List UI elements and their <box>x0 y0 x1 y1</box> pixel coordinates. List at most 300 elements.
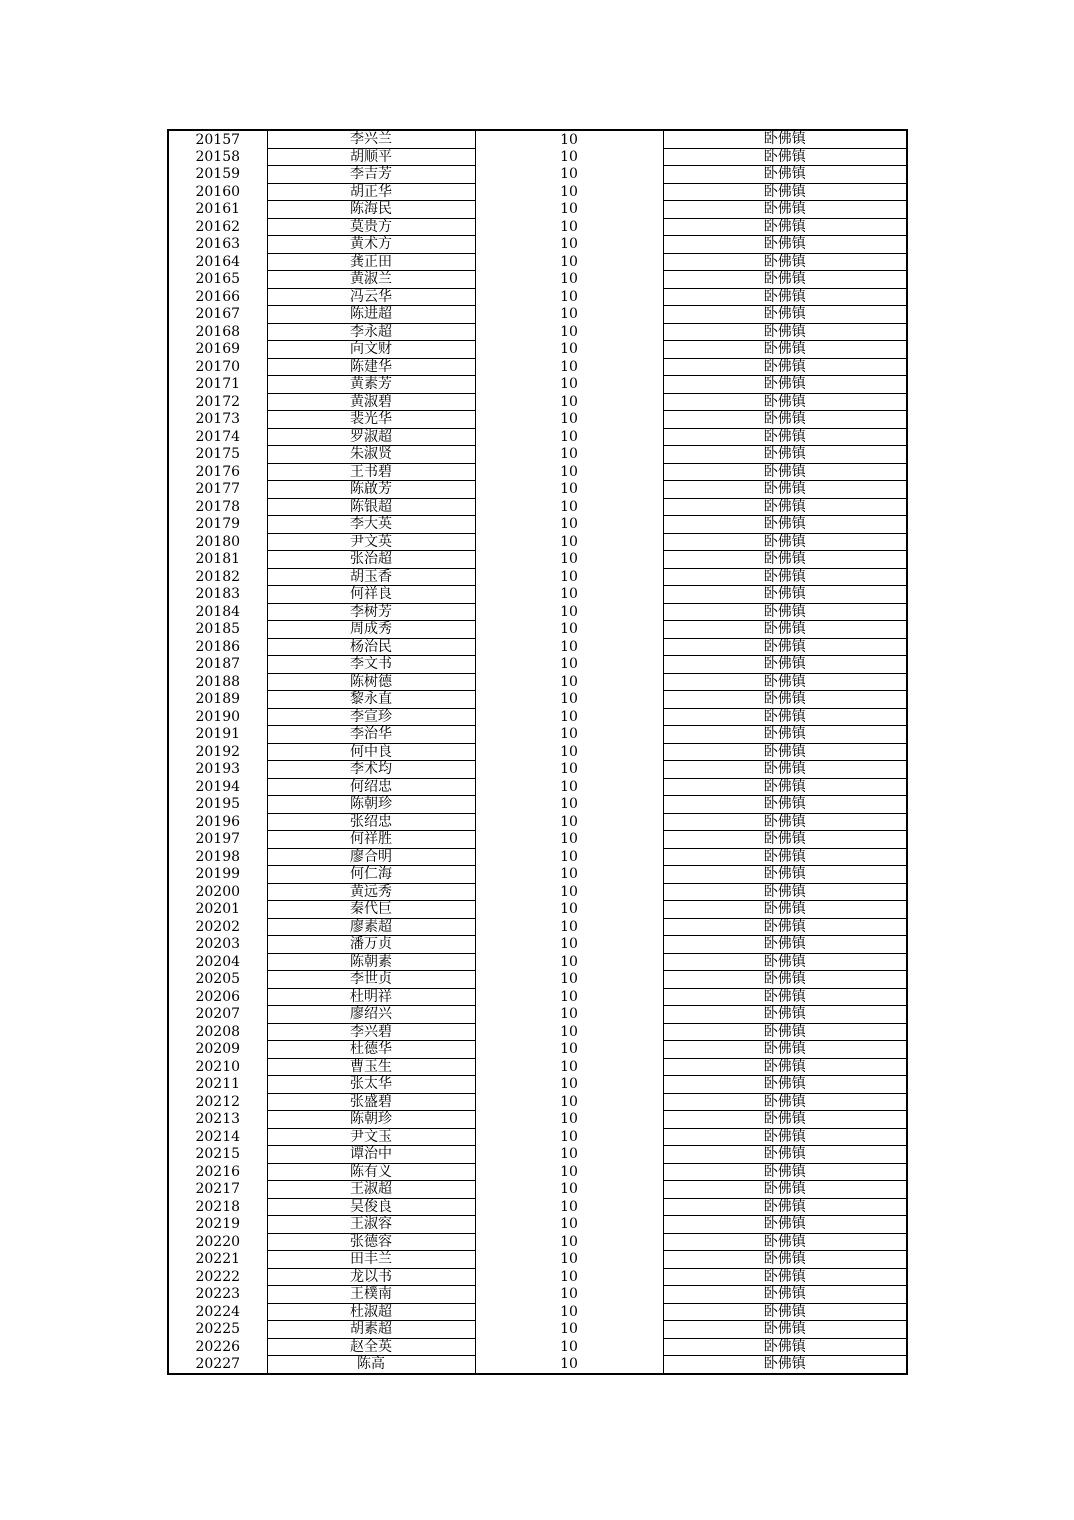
table-row <box>168 586 907 604</box>
amount-cell: 10 <box>475 236 663 254</box>
town-cell: 卧佛镇 <box>663 1356 907 1374</box>
name-cell: 赵全英 <box>267 1338 475 1356</box>
table-row <box>168 533 907 551</box>
amount-cell: 10 <box>475 201 663 219</box>
name-cell: 黄淑碧 <box>267 393 475 411</box>
town-cell: 卧佛镇 <box>663 1268 907 1286</box>
town-cell: 卧佛镇 <box>663 376 907 394</box>
amount-cell: 10 <box>475 831 663 849</box>
table-row <box>168 1093 907 1111</box>
town-cell: 卧佛镇 <box>663 1251 907 1269</box>
amount-cell: 10 <box>475 1006 663 1024</box>
town-cell: 卧佛镇 <box>663 288 907 306</box>
town-cell: 卧佛镇 <box>663 533 907 551</box>
table-row <box>168 1286 907 1304</box>
amount-cell: 10 <box>475 778 663 796</box>
name-cell: 罗淑超 <box>267 428 475 446</box>
name-cell: 杜明祥 <box>267 988 475 1006</box>
table-row <box>168 148 907 166</box>
amount-cell: 10 <box>475 918 663 936</box>
table-row <box>168 708 907 726</box>
town-cell: 卧佛镇 <box>663 218 907 236</box>
name-cell: 裴光华 <box>267 411 475 429</box>
name-cell: 龚正田 <box>267 253 475 271</box>
town-cell: 卧佛镇 <box>663 848 907 866</box>
id-cell: 20217 <box>168 1181 267 1199</box>
id-cell: 20198 <box>168 848 267 866</box>
town-cell: 卧佛镇 <box>663 148 907 166</box>
town-cell: 卧佛镇 <box>663 183 907 201</box>
id-cell: 20201 <box>168 901 267 919</box>
table-row <box>168 603 907 621</box>
table-row <box>168 656 907 674</box>
table-row <box>168 918 907 936</box>
town-cell: 卧佛镇 <box>663 253 907 271</box>
name-cell: 朱淑贤 <box>267 446 475 464</box>
name-cell: 杨治民 <box>267 638 475 656</box>
table-row <box>168 848 907 866</box>
id-cell: 20220 <box>168 1233 267 1251</box>
amount-cell: 10 <box>475 726 663 744</box>
town-cell: 卧佛镇 <box>663 1216 907 1234</box>
table-row <box>168 218 907 236</box>
id-cell: 20183 <box>168 586 267 604</box>
amount-cell: 10 <box>475 848 663 866</box>
amount-cell: 10 <box>475 288 663 306</box>
amount-cell: 10 <box>475 323 663 341</box>
table-row <box>168 953 907 971</box>
table-row <box>168 1303 907 1321</box>
table-row <box>168 1058 907 1076</box>
name-cell: 陈高 <box>267 1356 475 1374</box>
amount-cell: 10 <box>475 481 663 499</box>
name-cell: 何绍忠 <box>267 778 475 796</box>
amount-cell: 10 <box>475 796 663 814</box>
table-row <box>168 673 907 691</box>
table-row <box>168 1163 907 1181</box>
name-cell: 向文财 <box>267 341 475 359</box>
name-cell: 莫贵方 <box>267 218 475 236</box>
town-cell: 卧佛镇 <box>663 1023 907 1041</box>
name-cell: 秦代巨 <box>267 901 475 919</box>
id-cell: 20176 <box>168 463 267 481</box>
table-row <box>168 516 907 534</box>
town-cell: 卧佛镇 <box>663 568 907 586</box>
amount-cell: 10 <box>475 603 663 621</box>
id-cell: 20212 <box>168 1093 267 1111</box>
name-cell: 李治华 <box>267 726 475 744</box>
id-cell: 20207 <box>168 1006 267 1024</box>
town-cell: 卧佛镇 <box>663 673 907 691</box>
id-cell: 20164 <box>168 253 267 271</box>
amount-cell: 10 <box>475 1041 663 1059</box>
town-cell: 卧佛镇 <box>663 813 907 831</box>
town-cell: 卧佛镇 <box>663 1128 907 1146</box>
town-cell: 卧佛镇 <box>663 586 907 604</box>
amount-cell: 10 <box>475 586 663 604</box>
name-cell: 龙以书 <box>267 1268 475 1286</box>
id-cell: 20174 <box>168 428 267 446</box>
table-row <box>168 236 907 254</box>
town-cell: 卧佛镇 <box>663 971 907 989</box>
town-cell: 卧佛镇 <box>663 1006 907 1024</box>
name-cell: 杜淑超 <box>267 1303 475 1321</box>
town-cell: 卧佛镇 <box>663 918 907 936</box>
table-row <box>168 130 907 148</box>
amount-cell: 10 <box>475 1093 663 1111</box>
name-cell: 陈朝珍 <box>267 796 475 814</box>
town-cell: 卧佛镇 <box>663 1111 907 1129</box>
amount-cell: 10 <box>475 183 663 201</box>
table-row <box>168 1023 907 1041</box>
id-cell: 20157 <box>168 130 267 148</box>
table-row <box>168 988 907 1006</box>
town-cell: 卧佛镇 <box>663 1233 907 1251</box>
amount-cell: 10 <box>475 813 663 831</box>
name-cell: 陈有义 <box>267 1163 475 1181</box>
name-cell: 田丰兰 <box>267 1251 475 1269</box>
id-cell: 20208 <box>168 1023 267 1041</box>
name-cell: 张盛碧 <box>267 1093 475 1111</box>
amount-cell: 10 <box>475 1356 663 1374</box>
town-cell: 卧佛镇 <box>663 831 907 849</box>
table-row <box>168 638 907 656</box>
amount-cell: 10 <box>475 743 663 761</box>
id-cell: 20193 <box>168 761 267 779</box>
id-cell: 20165 <box>168 271 267 289</box>
town-cell: 卧佛镇 <box>663 883 907 901</box>
name-cell: 李文书 <box>267 656 475 674</box>
id-cell: 20159 <box>168 166 267 184</box>
table-row <box>168 831 907 849</box>
id-cell: 20180 <box>168 533 267 551</box>
name-cell: 胡素超 <box>267 1321 475 1339</box>
amount-cell: 10 <box>475 306 663 324</box>
town-cell: 卧佛镇 <box>663 1303 907 1321</box>
id-cell: 20221 <box>168 1251 267 1269</box>
town-cell: 卧佛镇 <box>663 271 907 289</box>
table-row <box>168 481 907 499</box>
town-cell: 卧佛镇 <box>663 1041 907 1059</box>
town-cell: 卧佛镇 <box>663 236 907 254</box>
amount-cell: 10 <box>475 498 663 516</box>
amount-cell: 10 <box>475 1058 663 1076</box>
name-cell: 张治超 <box>267 551 475 569</box>
id-cell: 20186 <box>168 638 267 656</box>
name-cell: 李树芳 <box>267 603 475 621</box>
town-cell: 卧佛镇 <box>663 516 907 534</box>
amount-cell: 10 <box>475 516 663 534</box>
id-cell: 20206 <box>168 988 267 1006</box>
id-cell: 20171 <box>168 376 267 394</box>
town-cell: 卧佛镇 <box>663 1146 907 1164</box>
table-row <box>168 761 907 779</box>
name-cell: 潘万贞 <box>267 936 475 954</box>
name-cell: 吴俊良 <box>267 1198 475 1216</box>
table-row <box>168 778 907 796</box>
name-cell: 曹玉生 <box>267 1058 475 1076</box>
table-row <box>168 726 907 744</box>
table-row <box>168 971 907 989</box>
amount-cell: 10 <box>475 130 663 148</box>
table-row <box>168 411 907 429</box>
town-cell: 卧佛镇 <box>663 358 907 376</box>
table-row <box>168 1198 907 1216</box>
table-row <box>168 1338 907 1356</box>
id-cell: 20197 <box>168 831 267 849</box>
name-cell: 张德容 <box>267 1233 475 1251</box>
amount-cell: 10 <box>475 218 663 236</box>
id-cell: 20224 <box>168 1303 267 1321</box>
town-cell: 卧佛镇 <box>663 1198 907 1216</box>
table-row <box>168 1321 907 1339</box>
town-cell: 卧佛镇 <box>663 953 907 971</box>
name-cell: 何祥良 <box>267 586 475 604</box>
table-row <box>168 271 907 289</box>
amount-cell: 10 <box>475 568 663 586</box>
town-cell: 卧佛镇 <box>663 936 907 954</box>
amount-cell: 10 <box>475 883 663 901</box>
name-cell: 何中良 <box>267 743 475 761</box>
id-cell: 20168 <box>168 323 267 341</box>
id-cell: 20196 <box>168 813 267 831</box>
name-cell: 尹文玉 <box>267 1128 475 1146</box>
id-cell: 20160 <box>168 183 267 201</box>
name-cell: 黎永直 <box>267 691 475 709</box>
amount-cell: 10 <box>475 463 663 481</box>
id-cell: 20211 <box>168 1076 267 1094</box>
id-cell: 20190 <box>168 708 267 726</box>
id-cell: 20200 <box>168 883 267 901</box>
name-cell: 陈建华 <box>267 358 475 376</box>
amount-cell: 10 <box>475 1216 663 1234</box>
name-cell: 廖绍兴 <box>267 1006 475 1024</box>
name-cell: 李永超 <box>267 323 475 341</box>
amount-cell: 10 <box>475 341 663 359</box>
id-cell: 20161 <box>168 201 267 219</box>
amount-cell: 10 <box>475 1233 663 1251</box>
id-cell: 20187 <box>168 656 267 674</box>
name-cell: 李兴兰 <box>267 130 475 148</box>
town-cell: 卧佛镇 <box>663 428 907 446</box>
amount-cell: 10 <box>475 166 663 184</box>
amount-cell: 10 <box>475 971 663 989</box>
table-row <box>168 1356 907 1374</box>
table-row <box>168 166 907 184</box>
id-cell: 20182 <box>168 568 267 586</box>
name-cell: 尹文英 <box>267 533 475 551</box>
name-cell: 胡顺平 <box>267 148 475 166</box>
amount-cell: 10 <box>475 1198 663 1216</box>
amount-cell: 10 <box>475 376 663 394</box>
id-cell: 20216 <box>168 1163 267 1181</box>
town-cell: 卧佛镇 <box>663 603 907 621</box>
table-row <box>168 691 907 709</box>
id-cell: 20214 <box>168 1128 267 1146</box>
id-cell: 20175 <box>168 446 267 464</box>
name-cell: 胡正华 <box>267 183 475 201</box>
amount-cell: 10 <box>475 1128 663 1146</box>
amount-cell: 10 <box>475 1286 663 1304</box>
name-cell: 王樸南 <box>267 1286 475 1304</box>
name-cell: 陈啟芳 <box>267 481 475 499</box>
name-cell: 何祥胜 <box>267 831 475 849</box>
table-row <box>168 796 907 814</box>
name-cell: 廖素超 <box>267 918 475 936</box>
id-cell: 20169 <box>168 341 267 359</box>
amount-cell: 10 <box>475 1146 663 1164</box>
name-cell: 陈海民 <box>267 201 475 219</box>
table-row <box>168 1216 907 1234</box>
table-row <box>168 253 907 271</box>
id-cell: 20223 <box>168 1286 267 1304</box>
town-cell: 卧佛镇 <box>663 411 907 429</box>
amount-cell: 10 <box>475 1181 663 1199</box>
id-cell: 20191 <box>168 726 267 744</box>
amount-cell: 10 <box>475 271 663 289</box>
name-cell: 黄远秀 <box>267 883 475 901</box>
name-cell: 胡玉香 <box>267 568 475 586</box>
table-row <box>168 1111 907 1129</box>
id-cell: 20170 <box>168 358 267 376</box>
town-cell: 卧佛镇 <box>663 341 907 359</box>
name-cell: 李术均 <box>267 761 475 779</box>
town-cell: 卧佛镇 <box>663 726 907 744</box>
amount-cell: 10 <box>475 1076 663 1094</box>
table-row <box>168 323 907 341</box>
table-row <box>168 288 907 306</box>
name-cell: 李吉芳 <box>267 166 475 184</box>
name-cell: 陈银超 <box>267 498 475 516</box>
amount-cell: 10 <box>475 551 663 569</box>
town-cell: 卧佛镇 <box>663 761 907 779</box>
table-row <box>168 743 907 761</box>
name-cell: 陈进超 <box>267 306 475 324</box>
id-cell: 20204 <box>168 953 267 971</box>
town-cell: 卧佛镇 <box>663 498 907 516</box>
town-cell: 卧佛镇 <box>663 743 907 761</box>
table-row <box>168 393 907 411</box>
town-cell: 卧佛镇 <box>663 691 907 709</box>
id-cell: 20219 <box>168 1216 267 1234</box>
name-cell: 黄淑兰 <box>267 271 475 289</box>
town-cell: 卧佛镇 <box>663 1286 907 1304</box>
id-cell: 20209 <box>168 1041 267 1059</box>
amount-cell: 10 <box>475 691 663 709</box>
amount-cell: 10 <box>475 1268 663 1286</box>
id-cell: 20179 <box>168 516 267 534</box>
amount-cell: 10 <box>475 533 663 551</box>
id-cell: 20218 <box>168 1198 267 1216</box>
table-row <box>168 883 907 901</box>
table-row <box>168 446 907 464</box>
table-row <box>168 1076 907 1094</box>
town-cell: 卧佛镇 <box>663 130 907 148</box>
name-cell: 陈树德 <box>267 673 475 691</box>
amount-cell: 10 <box>475 148 663 166</box>
town-cell: 卧佛镇 <box>663 1058 907 1076</box>
name-cell: 李大英 <box>267 516 475 534</box>
amount-cell: 10 <box>475 1163 663 1181</box>
name-cell: 谭治中 <box>267 1146 475 1164</box>
id-cell: 20215 <box>168 1146 267 1164</box>
town-cell: 卧佛镇 <box>663 446 907 464</box>
town-cell: 卧佛镇 <box>663 638 907 656</box>
table-row <box>168 813 907 831</box>
town-cell: 卧佛镇 <box>663 1076 907 1094</box>
id-cell: 20227 <box>168 1356 267 1374</box>
amount-cell: 10 <box>475 253 663 271</box>
town-cell: 卧佛镇 <box>663 551 907 569</box>
amount-cell: 10 <box>475 708 663 726</box>
table-row <box>168 621 907 639</box>
table-row <box>168 498 907 516</box>
name-cell: 冯云华 <box>267 288 475 306</box>
table-row <box>168 1006 907 1024</box>
town-cell: 卧佛镇 <box>663 778 907 796</box>
table-row <box>168 1181 907 1199</box>
town-cell: 卧佛镇 <box>663 1338 907 1356</box>
table-row <box>168 341 907 359</box>
amount-cell: 10 <box>475 638 663 656</box>
amount-cell: 10 <box>475 866 663 884</box>
id-cell: 20226 <box>168 1338 267 1356</box>
town-cell: 卧佛镇 <box>663 1093 907 1111</box>
table-row <box>168 568 907 586</box>
table-row <box>168 1041 907 1059</box>
name-cell: 廖合明 <box>267 848 475 866</box>
id-cell: 20173 <box>168 411 267 429</box>
table-row <box>168 463 907 481</box>
amount-cell: 10 <box>475 1111 663 1129</box>
id-cell: 20166 <box>168 288 267 306</box>
table-row <box>168 306 907 324</box>
id-cell: 20163 <box>168 236 267 254</box>
name-cell: 陈朝珍 <box>267 1111 475 1129</box>
town-cell: 卧佛镇 <box>663 201 907 219</box>
town-cell: 卧佛镇 <box>663 621 907 639</box>
amount-cell: 10 <box>475 988 663 1006</box>
amount-cell: 10 <box>475 446 663 464</box>
id-cell: 20194 <box>168 778 267 796</box>
id-cell: 20181 <box>168 551 267 569</box>
id-cell: 20225 <box>168 1321 267 1339</box>
name-cell: 李世贞 <box>267 971 475 989</box>
town-cell: 卧佛镇 <box>663 463 907 481</box>
amount-cell: 10 <box>475 411 663 429</box>
town-cell: 卧佛镇 <box>663 988 907 1006</box>
town-cell: 卧佛镇 <box>663 306 907 324</box>
table-row <box>168 1251 907 1269</box>
id-cell: 20177 <box>168 481 267 499</box>
id-cell: 20203 <box>168 936 267 954</box>
id-cell: 20167 <box>168 306 267 324</box>
amount-cell: 10 <box>475 656 663 674</box>
table-row <box>168 1268 907 1286</box>
town-cell: 卧佛镇 <box>663 1181 907 1199</box>
id-cell: 20222 <box>168 1268 267 1286</box>
name-cell: 王书碧 <box>267 463 475 481</box>
town-cell: 卧佛镇 <box>663 901 907 919</box>
id-cell: 20205 <box>168 971 267 989</box>
id-cell: 20185 <box>168 621 267 639</box>
name-cell: 张太华 <box>267 1076 475 1094</box>
id-cell: 20162 <box>168 218 267 236</box>
table-row <box>168 901 907 919</box>
table-row <box>168 376 907 394</box>
town-cell: 卧佛镇 <box>663 1321 907 1339</box>
table-row <box>168 936 907 954</box>
